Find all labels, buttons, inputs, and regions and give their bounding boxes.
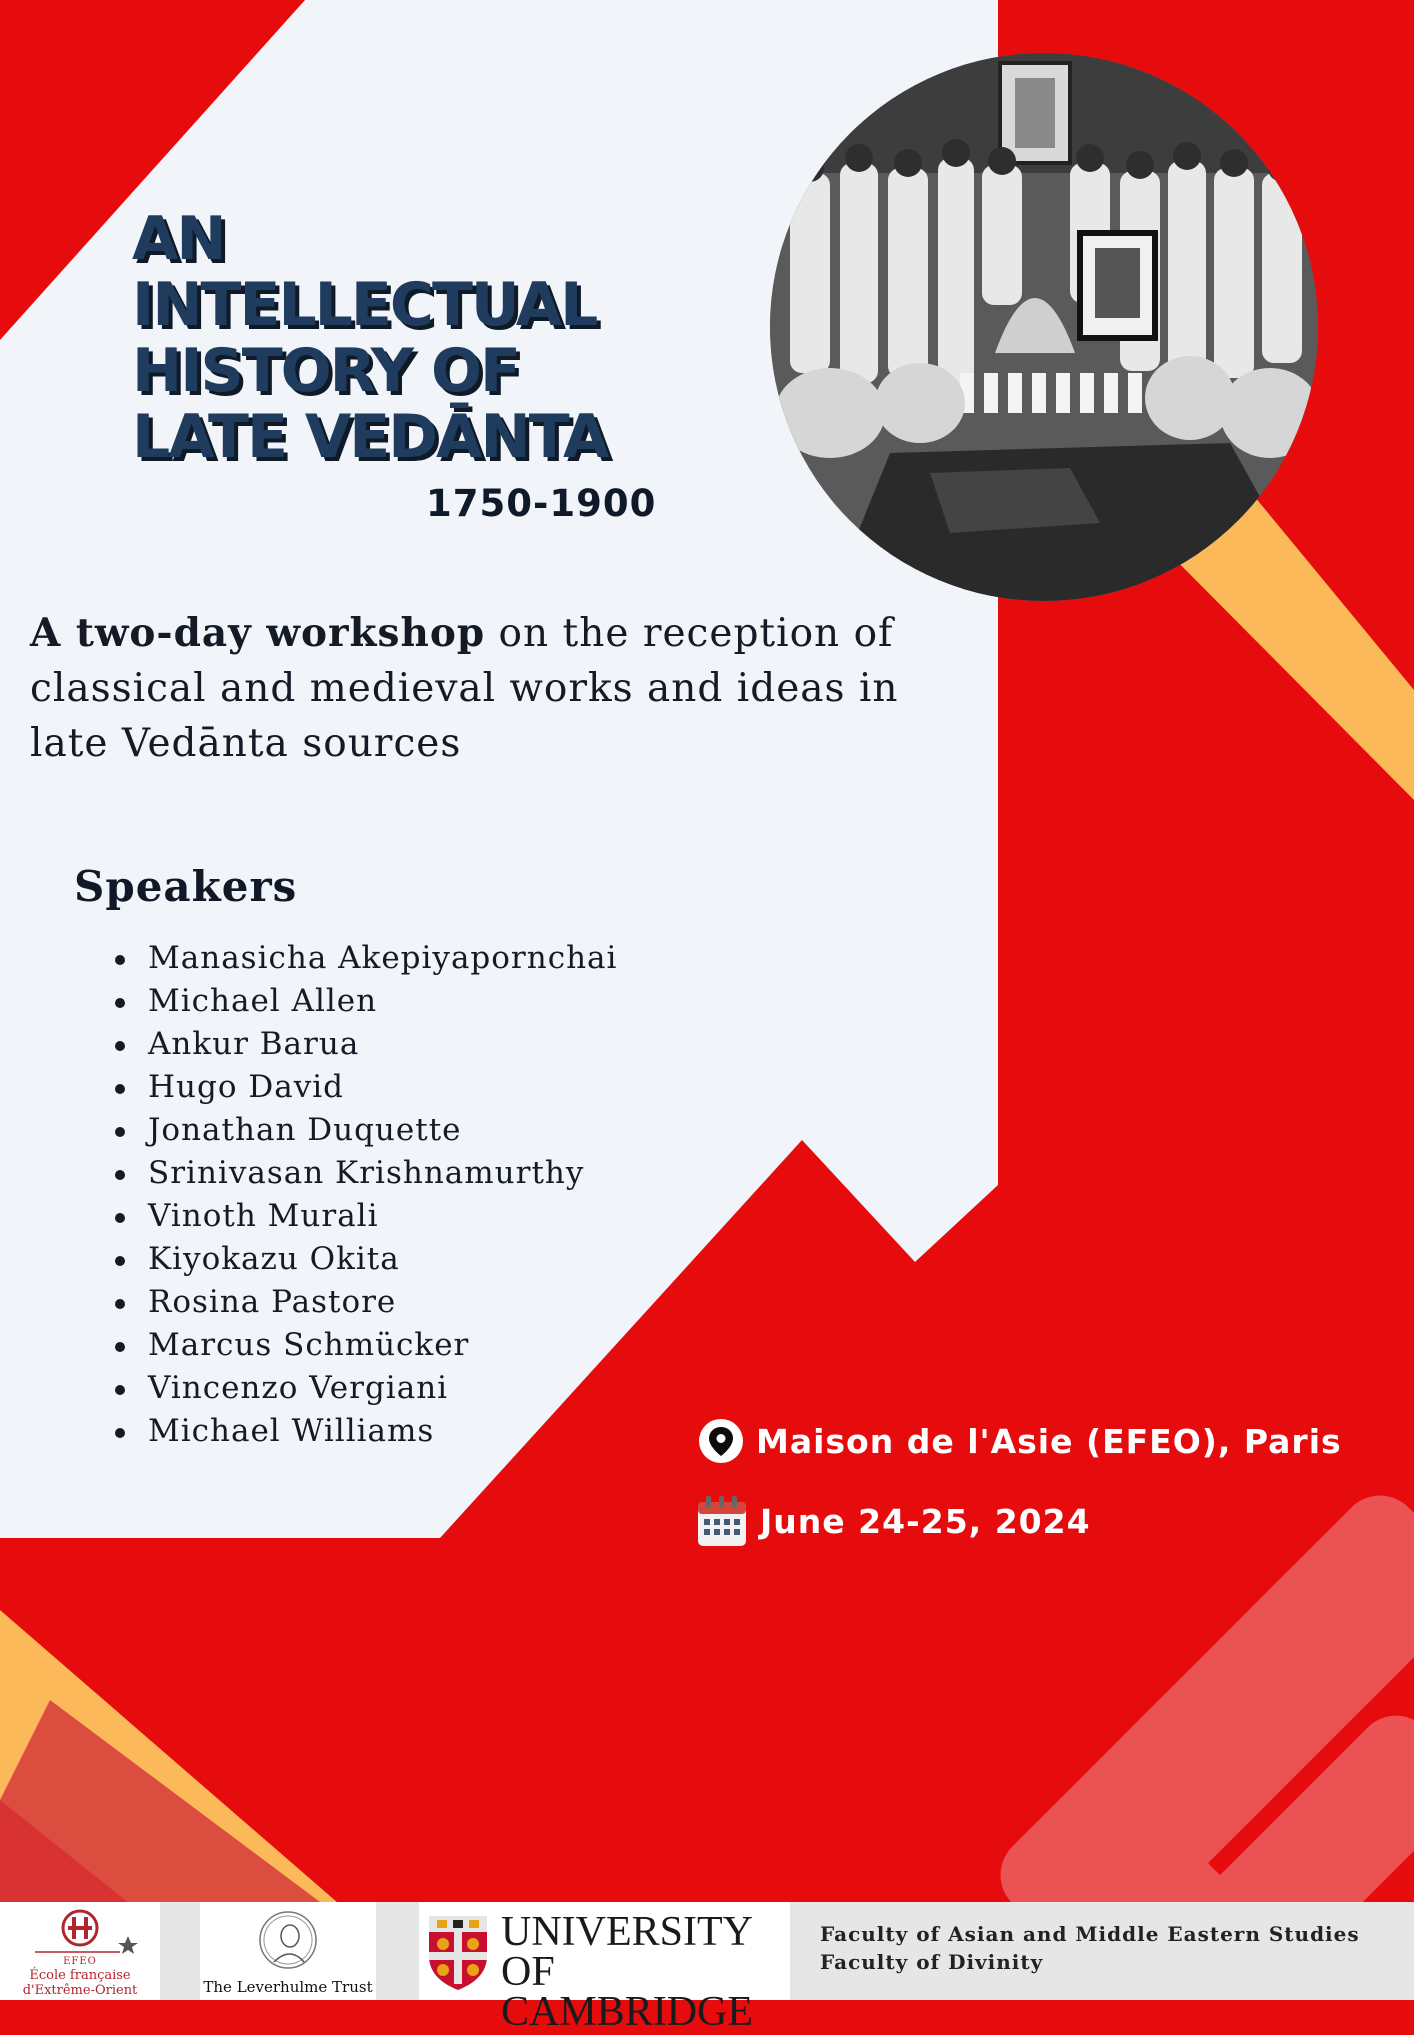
title-line: AN [132, 204, 225, 274]
sponsor-logos-bar [0, 1902, 1414, 2035]
efeo-abbr: EFEO [63, 1956, 97, 1967]
speaker-item: Michael Allen [148, 980, 617, 1023]
date-row [696, 1494, 1091, 1548]
speaker-item: Michael Williams [148, 1410, 617, 1453]
speaker-item: Hugo David [148, 1066, 617, 1109]
years-range: 1750-1900 [426, 482, 657, 525]
speaker-item: Vinoth Murali [148, 1195, 617, 1238]
speaker-item: Jonathan Duquette [148, 1109, 617, 1152]
faculty-line: Faculty of Asian and Middle Eastern Studies [820, 1922, 1360, 1946]
speakers-list [148, 937, 617, 1453]
calendar-icon [696, 1494, 748, 1548]
faculty-line: Faculty of Divinity [820, 1950, 1044, 1974]
efeo-emblem-icon [0, 1902, 160, 1956]
efeo-name-line1: École française [29, 1968, 131, 1983]
efeo-name-line2: d'Extrême-Orient [22, 1983, 138, 1998]
cambridge-crest-icon [423, 1902, 493, 2000]
title-line: INTELLECTUAL [132, 270, 597, 340]
cambridge-name [501, 1909, 790, 2035]
speaker-item: Rosina Pastore [148, 1281, 617, 1324]
speaker-item: Srinivasan Krishnamurthy [148, 1152, 617, 1195]
workshop-description-rest: on the reception of classical and medieval works and ideas in late Vedānta sources [30, 611, 899, 766]
title-line: HISTORY OF [132, 336, 519, 406]
speaker-item: Ankur Barua [148, 1023, 617, 1066]
faculties-text [820, 1920, 1360, 1976]
historical-group-photo [770, 53, 1318, 601]
cambridge-line: UNIVERSITY OF [501, 1909, 752, 1995]
venue-row [698, 1418, 1342, 1464]
leverhulme-logo [200, 1902, 376, 2000]
workshop-description [30, 606, 970, 771]
speakers-heading: Speakers [74, 862, 298, 911]
poster-title [132, 206, 732, 470]
venue-text: Maison de l'Asie (EFEO), Paris [756, 1421, 1342, 1461]
leverhulme-name: The Leverhulme Trust [203, 1978, 373, 1996]
efeo-logo [0, 1902, 160, 2000]
date-text: June 24-25, 2024 [760, 1501, 1091, 1541]
speaker-item: Marcus Schmücker [148, 1324, 617, 1367]
speaker-item: Manasicha Akepiyapornchai [148, 937, 617, 980]
speaker-item: Kiyokazu Okita [148, 1238, 617, 1281]
leverhulme-portrait-icon [200, 1902, 376, 1974]
workshop-description-bold: A two-day workshop [30, 610, 486, 656]
title-line: LATE VEDĀNTA [132, 402, 608, 472]
cambridge-line: CAMBRIDGE [501, 1989, 754, 2035]
location-pin-icon [698, 1418, 744, 1464]
speaker-item: Vincenzo Vergiani [148, 1367, 617, 1410]
cambridge-logo [419, 1902, 790, 2035]
